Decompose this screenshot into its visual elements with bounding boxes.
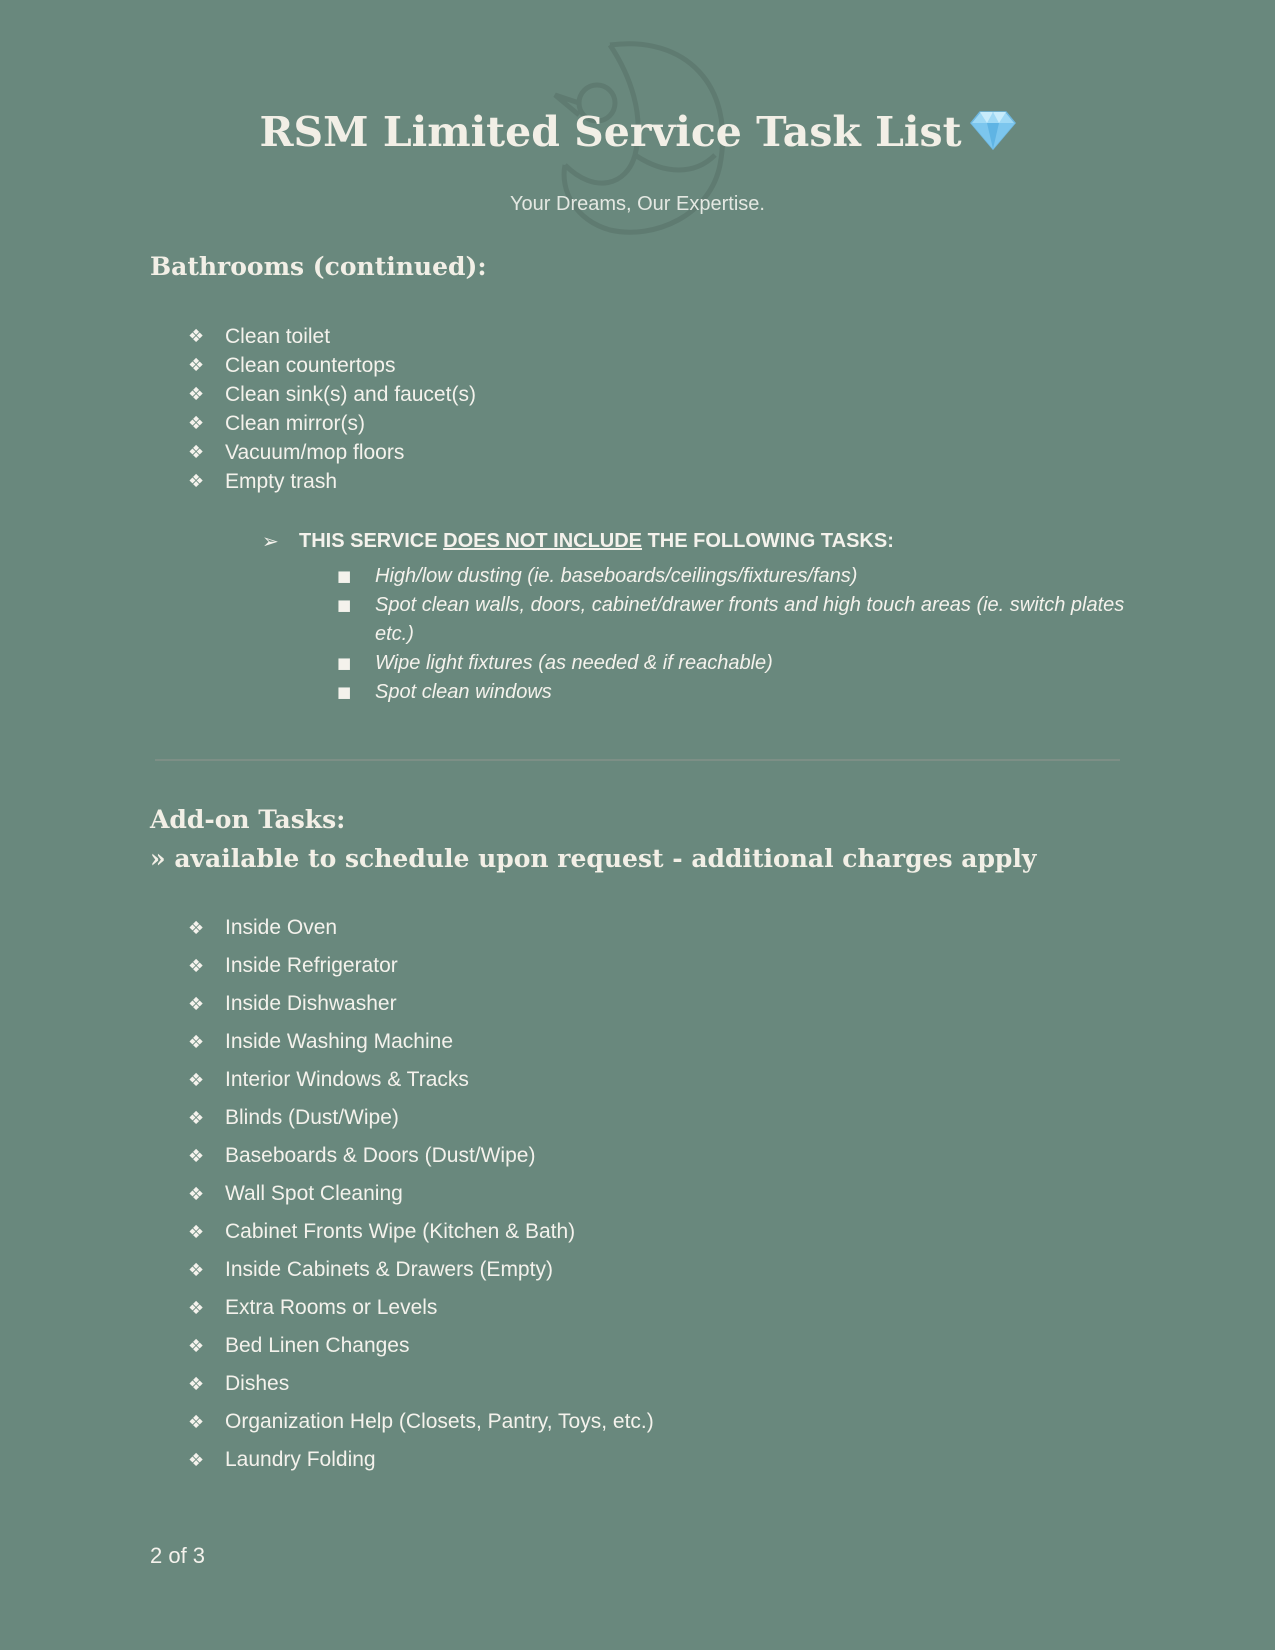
list-item: ❖ Clean mirror(s) <box>188 411 366 435</box>
square-bullet-icon: ■ <box>337 567 352 585</box>
tagline: Your Dreams, Our Expertise. <box>510 193 765 215</box>
diamond-bullet-icon: ❖ <box>188 384 205 405</box>
list-item: ■ Spot clean walls, doors, cabinet/drawer fronts and high touch areas (ie. switch plates etc.) <box>337 591 1127 649</box>
list-item: ❖ Wall Spot Cleaning <box>188 1182 403 1205</box>
list-item: ■ High/low dusting (ie. baseboards/ceilings/fixtures/fans) <box>337 562 1127 591</box>
diamond-bullet-icon: ❖ <box>188 1449 205 1471</box>
diamond-bullet-icon: ❖ <box>188 413 205 434</box>
exclusions-list <box>337 562 1127 707</box>
list-item: ❖ Clean sink(s) and faucet(s) <box>188 382 476 406</box>
diamond-bullet-icon: ❖ <box>188 917 205 939</box>
list-item: ❖ Interior Windows & Tracks <box>188 1068 469 1091</box>
exclusions-heading: ➢ THIS SERVICE DOES NOT INCLUDE THE FOLLOWING TASKS: <box>262 529 894 553</box>
list-item: ❖ Laundry Folding <box>188 1448 376 1471</box>
diamond-bullet-icon: ❖ <box>188 326 205 347</box>
diamond-bullet-icon: ❖ <box>188 1145 205 1167</box>
list-item: ❖ Empty trash <box>188 469 338 493</box>
diamond-bullet-icon: ❖ <box>188 1031 205 1053</box>
list-item: ■ Spot clean windows <box>337 678 1127 707</box>
arrow-bullet-icon: ➢ <box>262 529 279 553</box>
page-number: 2 of 3 <box>150 1543 206 1568</box>
diamond-bullet-icon: ❖ <box>188 442 205 463</box>
diamond-bullet-icon: ❖ <box>188 1335 205 1357</box>
list-item: ❖ Inside Refrigerator <box>188 954 398 977</box>
list-item: ❖ Extra Rooms or Levels <box>188 1296 438 1319</box>
diamond-bullet-icon: ❖ <box>188 1373 205 1395</box>
list-item: ❖ Organization Help (Closets, Pantry, Toys, etc.) <box>188 1410 654 1433</box>
list-item: ❖ Inside Dishwasher <box>188 992 397 1015</box>
list-item: ❖ Cabinet Fronts Wipe (Kitchen & Bath) <box>188 1220 576 1243</box>
list-item: ❖ Clean toilet <box>188 324 331 348</box>
bathrooms-heading: Bathrooms (continued): <box>150 252 487 281</box>
diamond-bullet-icon: ❖ <box>188 1411 205 1433</box>
bathrooms-list <box>188 322 476 496</box>
diamond-bullet-icon: ❖ <box>188 1297 205 1319</box>
gem-icon <box>970 110 1016 160</box>
list-item: ❖ Blinds (Dust/Wipe) <box>188 1106 399 1129</box>
diamond-bullet-icon: ❖ <box>188 1183 205 1205</box>
diamond-bullet-icon: ❖ <box>188 993 205 1015</box>
list-item: ❖ Baseboards & Doors (Dust/Wipe) <box>188 1144 536 1167</box>
square-bullet-icon: ■ <box>337 654 352 672</box>
addons-heading: Add-on Tasks: <box>150 805 346 834</box>
square-bullet-icon: ■ <box>337 683 352 701</box>
list-item: ❖ Inside Cabinets & Drawers (Empty) <box>188 1258 553 1281</box>
diamond-bullet-icon: ❖ <box>188 355 205 376</box>
addons-subheading: » available to schedule upon request - additional charges apply <box>150 844 1037 873</box>
list-item: ❖ Bed Linen Changes <box>188 1334 410 1357</box>
list-item: ■ Wipe light fixtures (as needed & if reachable) <box>337 649 1127 678</box>
diamond-bullet-icon: ❖ <box>188 1221 205 1243</box>
section-divider <box>155 759 1120 761</box>
addons-list <box>188 909 654 1479</box>
diamond-bullet-icon: ❖ <box>188 1107 205 1129</box>
list-item: ❖ Inside Oven <box>188 916 338 939</box>
square-bullet-icon: ■ <box>337 596 352 614</box>
diamond-bullet-icon: ❖ <box>188 1259 205 1281</box>
list-item: ❖ Vacuum/mop floors <box>188 440 405 464</box>
diamond-bullet-icon: ❖ <box>188 1069 205 1091</box>
page-title <box>0 108 1275 160</box>
list-item: ❖ Dishes <box>188 1372 290 1395</box>
list-item: ❖ Clean countertops <box>188 353 396 377</box>
title-text: RSM Limited Service Task List <box>259 108 962 156</box>
diamond-bullet-icon: ❖ <box>188 955 205 977</box>
diamond-bullet-icon: ❖ <box>188 471 205 492</box>
list-item: ❖ Inside Washing Machine <box>188 1030 454 1053</box>
